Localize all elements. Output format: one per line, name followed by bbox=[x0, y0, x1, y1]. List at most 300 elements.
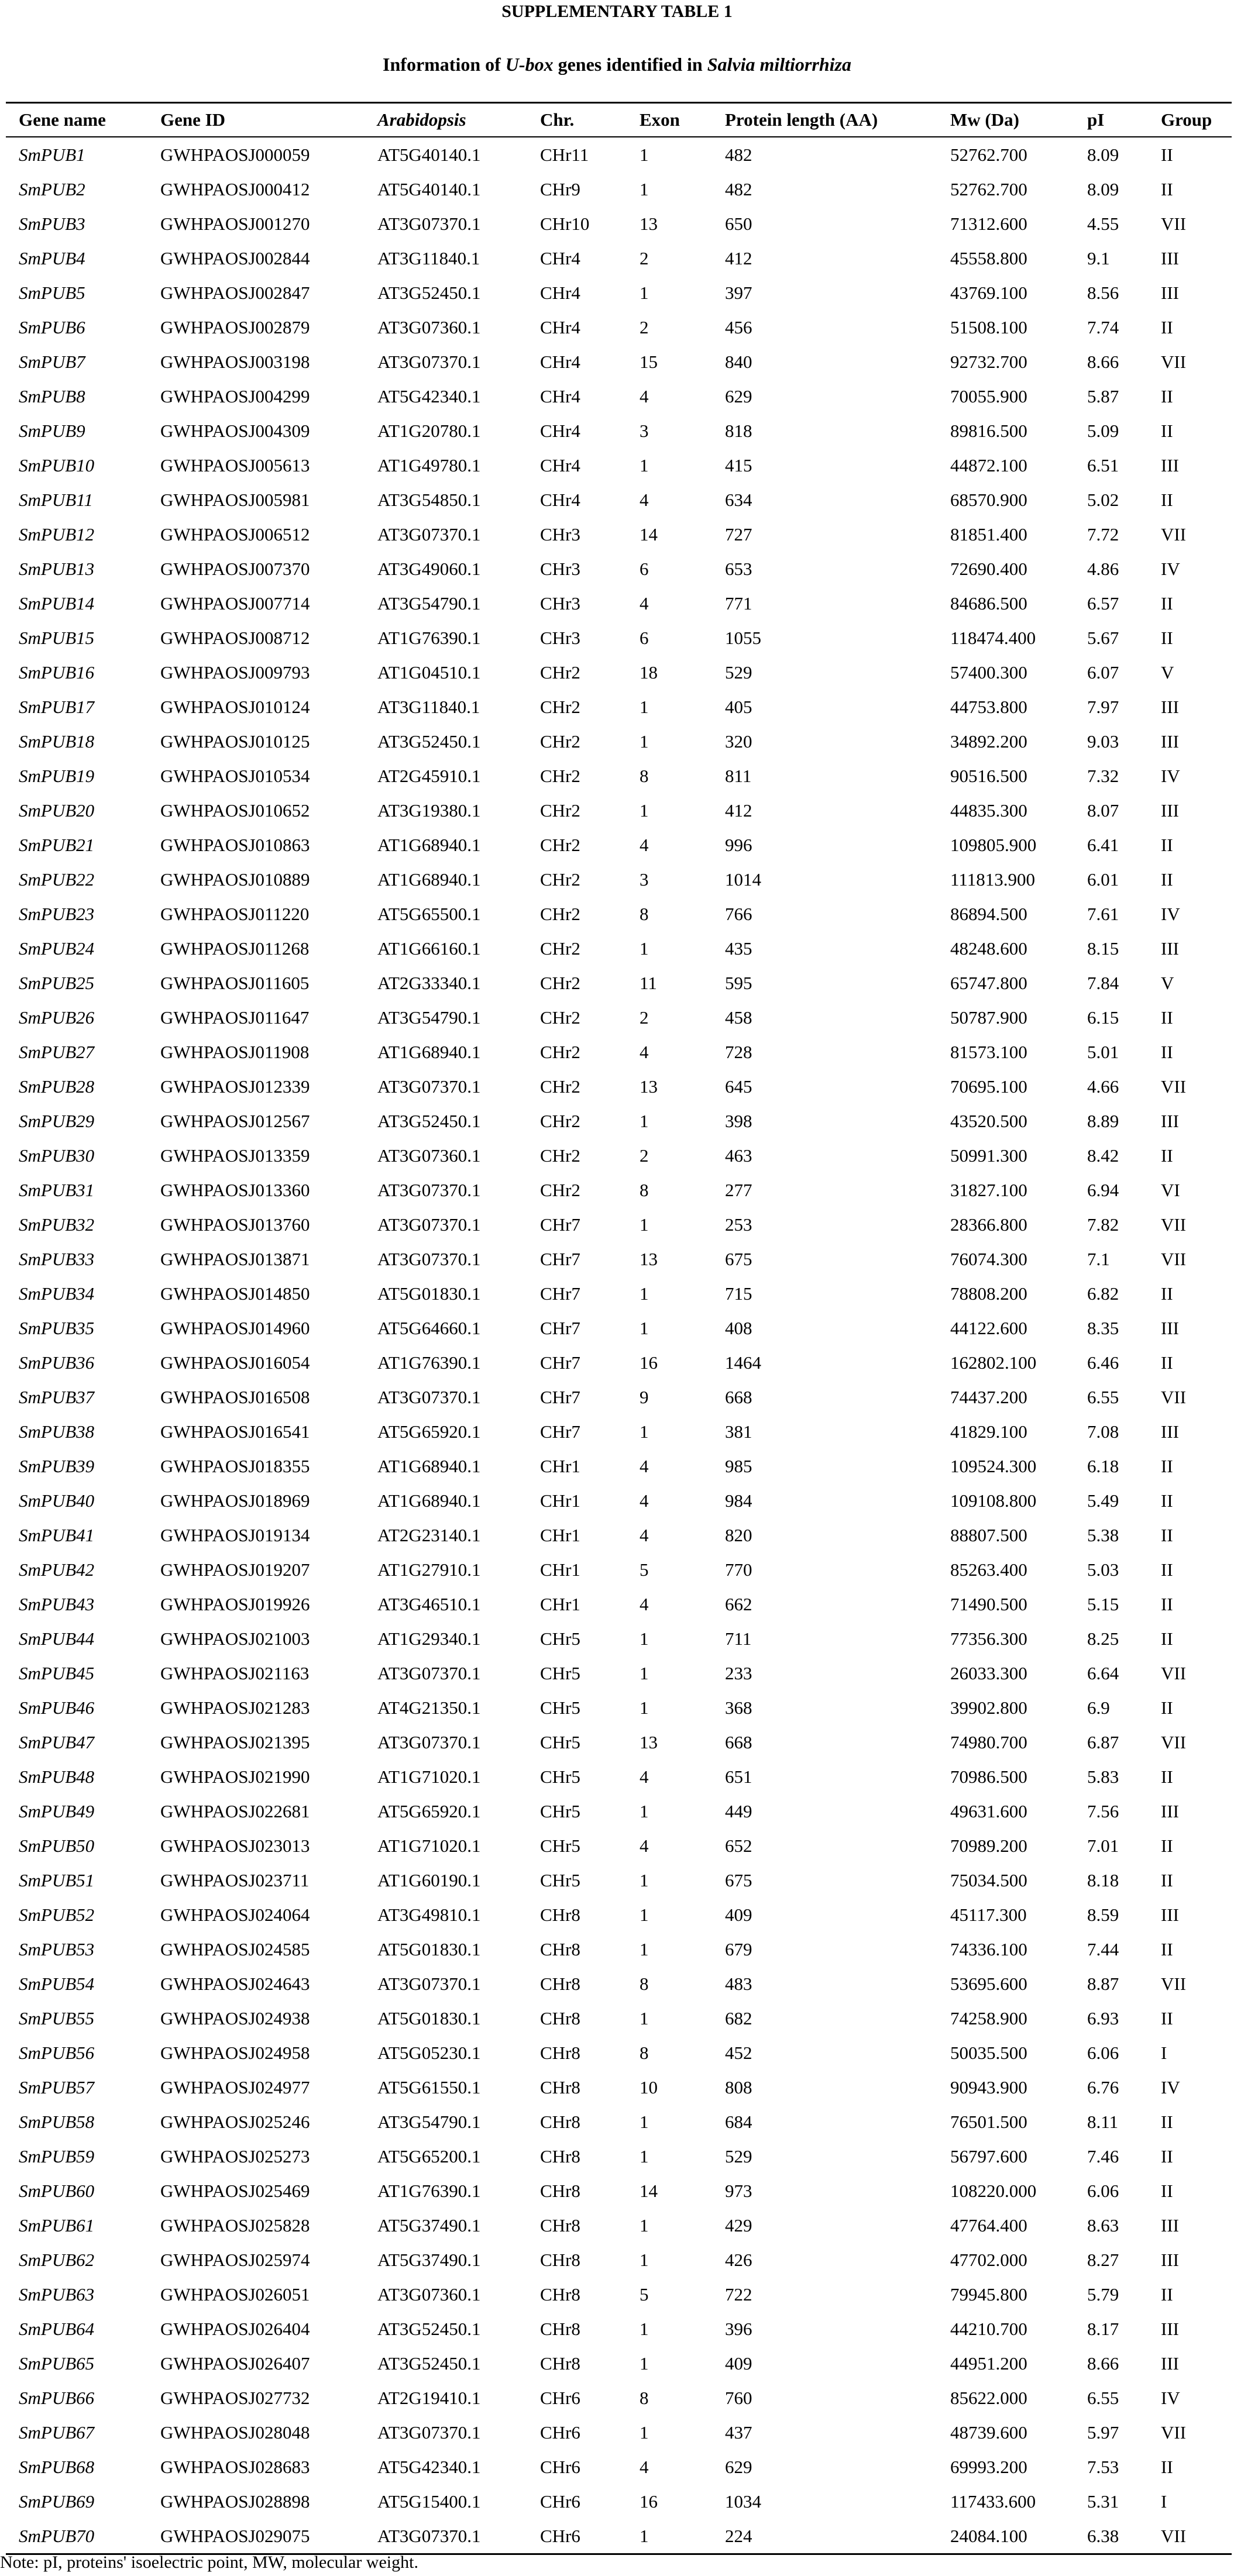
table-cell: CHr8 bbox=[540, 1973, 580, 1994]
table-cell: 1 bbox=[640, 2111, 649, 2132]
table-cell: 2 bbox=[640, 247, 649, 268]
table-cell: VII bbox=[1161, 1248, 1187, 1269]
table-cell: GWHPAOSJ026051 bbox=[160, 2284, 310, 2305]
table-cell: 109524.300 bbox=[950, 1455, 1037, 1476]
table-cell: 840 bbox=[725, 351, 752, 372]
table-cell: 8.63 bbox=[1087, 2215, 1119, 2236]
table-cell: SmPUB65 bbox=[19, 2353, 95, 2374]
table-cell: 7.82 bbox=[1087, 1214, 1119, 1235]
table-cell: CHr4 bbox=[540, 489, 580, 510]
table-cell: II bbox=[1161, 1766, 1173, 1787]
table-cell: AT2G19410.1 bbox=[377, 2387, 481, 2408]
table-cell: AT2G33340.1 bbox=[377, 972, 481, 993]
table-cell: 8.11 bbox=[1087, 2111, 1119, 2132]
table-cell: AT5G01830.1 bbox=[377, 2007, 481, 2029]
table-cell: 8 bbox=[640, 1179, 649, 1200]
table-cell: AT1G71020.1 bbox=[377, 1766, 481, 1787]
table-cell: 3 bbox=[640, 420, 649, 441]
table-cell: II bbox=[1161, 1869, 1173, 1890]
table-cell: GWHPAOSJ001270 bbox=[160, 213, 310, 234]
table-cell: IV bbox=[1161, 558, 1180, 579]
table-cell: GWHPAOSJ026407 bbox=[160, 2353, 310, 2374]
table-row bbox=[6, 1000, 1232, 1035]
table-cell: 7.97 bbox=[1087, 696, 1119, 717]
table-cell: 4.55 bbox=[1087, 213, 1119, 234]
table-cell: 5.49 bbox=[1087, 1490, 1119, 1511]
table-cell: 81851.400 bbox=[950, 524, 1027, 545]
table-cell: 8.07 bbox=[1087, 800, 1119, 821]
table-cell: 3 bbox=[640, 869, 649, 890]
table-cell: CHr8 bbox=[540, 1938, 580, 1959]
table-cell: 24084.100 bbox=[937, 2519, 1074, 2554]
table-cell: 13 bbox=[640, 1248, 658, 1269]
table-cell: 456 bbox=[725, 316, 752, 338]
table-cell: 4 bbox=[640, 834, 649, 855]
table-cell: 8.25 bbox=[1087, 1628, 1119, 1649]
table-cell: GWHPAOSJ013360 bbox=[160, 1179, 310, 1200]
table-cell: VII bbox=[1161, 1662, 1187, 1683]
table-cell: SmPUB58 bbox=[19, 2111, 95, 2132]
table-cell: GWHPAOSJ004299 bbox=[160, 385, 310, 407]
table-cell: II bbox=[1161, 1628, 1173, 1649]
table-cell: 57400.300 bbox=[950, 662, 1027, 683]
table-row bbox=[6, 1311, 1232, 1345]
table-cell: 5.87 bbox=[1087, 385, 1119, 407]
table-row bbox=[6, 1656, 1232, 1690]
table-cell: 224 bbox=[712, 2519, 937, 2554]
table-cell: 529 bbox=[725, 662, 752, 683]
table-cell: 47764.400 bbox=[950, 2215, 1027, 2236]
table-cell: 629 bbox=[725, 2456, 752, 2477]
table-cell: 7.1 bbox=[1087, 1248, 1110, 1269]
table-cell: 1 bbox=[640, 1904, 649, 1925]
table-cell: SmPUB57 bbox=[19, 2076, 95, 2098]
table-row bbox=[6, 414, 1232, 448]
table-cell: SmPUB11 bbox=[19, 489, 93, 510]
table-cell: 6.41 bbox=[1087, 834, 1119, 855]
table-cell: 28366.800 bbox=[950, 1214, 1027, 1235]
table-cell: AT1G76390.1 bbox=[377, 1352, 481, 1373]
table-cell: VII bbox=[1161, 1731, 1187, 1752]
table-cell: SmPUB54 bbox=[19, 1973, 95, 1994]
table-row bbox=[6, 586, 1232, 621]
table-row bbox=[6, 448, 1232, 483]
table-cell: III bbox=[1161, 2353, 1179, 2374]
table-cell: 4 bbox=[640, 1455, 649, 1476]
table-title: SUPPLEMENTARY TABLE 1 bbox=[501, 2, 733, 21]
table-cell: 6 bbox=[640, 627, 649, 648]
table-cell: 74336.100 bbox=[950, 1938, 1027, 1959]
table-cell: CHr5 bbox=[540, 1869, 580, 1890]
table-cell: GWHPAOSJ011647 bbox=[160, 1007, 310, 1028]
table-row bbox=[6, 2243, 1232, 2277]
table-row bbox=[6, 1794, 1232, 1828]
table-cell: 675 bbox=[725, 1869, 752, 1890]
table-cell: 8.42 bbox=[1087, 1145, 1119, 1166]
table-cell: GWHPAOSJ011220 bbox=[160, 903, 310, 924]
table-cell: GWHPAOSJ009793 bbox=[160, 662, 310, 683]
table-row bbox=[6, 828, 1232, 862]
table-cell: AT3G46510.1 bbox=[377, 1593, 481, 1614]
table-cell: CHr4 bbox=[540, 385, 580, 407]
table-cell: GWHPAOSJ016508 bbox=[160, 1386, 310, 1407]
table-cell: 984 bbox=[725, 1490, 752, 1511]
table-cell: 675 bbox=[725, 1248, 752, 1269]
table-cell: VII bbox=[1161, 1214, 1187, 1235]
table-cell: SmPUB34 bbox=[19, 1283, 95, 1304]
table-cell: 85263.400 bbox=[950, 1559, 1027, 1580]
table-cell: SmPUB1 bbox=[19, 144, 85, 165]
table-cell: III bbox=[1161, 800, 1179, 821]
table-cell: 650 bbox=[725, 213, 752, 234]
table-cell: 15 bbox=[640, 351, 658, 372]
table-cell: CHr4 bbox=[540, 282, 580, 303]
table-row bbox=[6, 1207, 1232, 1242]
table-cell: SmPUB67 bbox=[19, 2422, 95, 2443]
table-cell: 651 bbox=[725, 1766, 752, 1787]
table-cell: AT5G40140.1 bbox=[377, 144, 481, 165]
table-cell: II bbox=[1161, 1938, 1173, 1959]
table-row bbox=[6, 1518, 1232, 1552]
table-cell: 7.61 bbox=[1087, 903, 1119, 924]
table-cell: AT5G37490.1 bbox=[377, 2215, 481, 2236]
table-cell: SmPUB53 bbox=[19, 1938, 95, 1959]
table-cell: 89816.500 bbox=[950, 420, 1027, 441]
table-cell: 6.93 bbox=[1087, 2007, 1119, 2029]
table-cell: 5.02 bbox=[1087, 489, 1119, 510]
table-cell: 1 bbox=[640, 2353, 649, 2374]
table-cell: GWHPAOSJ007370 bbox=[160, 558, 310, 579]
table-row bbox=[6, 966, 1232, 1000]
table-cell: AT5G65920.1 bbox=[377, 1800, 481, 1821]
table-cell: 78808.200 bbox=[950, 1283, 1027, 1304]
table-cell: AT1G04510.1 bbox=[377, 662, 481, 683]
table-cell: GWHPAOSJ029075 bbox=[147, 2519, 365, 2554]
table-row bbox=[6, 724, 1232, 759]
table-cell: 4 bbox=[640, 1766, 649, 1787]
table-cell: CHr6 bbox=[540, 2491, 580, 2512]
table-cell: I bbox=[1161, 2042, 1167, 2063]
table-cell: SmPUB19 bbox=[19, 765, 95, 786]
table-cell: AT3G07370.1 bbox=[377, 213, 481, 234]
table-cell: AT1G68940.1 bbox=[377, 869, 481, 890]
table-cell: 5 bbox=[640, 1559, 649, 1580]
table-cell: II bbox=[1161, 2007, 1173, 2029]
table-cell: 652 bbox=[725, 1835, 752, 1856]
table-row bbox=[6, 1967, 1232, 2001]
table-row bbox=[6, 793, 1232, 828]
table-cell: 6.94 bbox=[1087, 1179, 1119, 1200]
table-cell: AT3G52450.1 bbox=[377, 2318, 481, 2339]
table-cell: 74980.700 bbox=[950, 1731, 1027, 1752]
table-cell: II bbox=[1161, 1455, 1173, 1476]
table-row bbox=[6, 2346, 1232, 2381]
table-cell: CHr8 bbox=[540, 2145, 580, 2167]
table-cell: VII bbox=[1161, 524, 1187, 545]
table-cell: CHr8 bbox=[540, 2215, 580, 2236]
table-cell: 770 bbox=[725, 1559, 752, 1580]
table-cell: 13 bbox=[640, 1731, 658, 1752]
table-cell: II bbox=[1161, 869, 1173, 890]
table-cell: 711 bbox=[725, 1628, 752, 1649]
table-cell: SmPUB16 bbox=[19, 662, 95, 683]
table-cell: 1 bbox=[640, 1662, 649, 1683]
table-cell: CHr2 bbox=[540, 834, 580, 855]
table-cell: CHr4 bbox=[540, 316, 580, 338]
table-cell: 595 bbox=[725, 972, 752, 993]
table-cell: 483 bbox=[725, 1973, 752, 1994]
table-row bbox=[6, 1276, 1232, 1311]
table-cell: SmPUB62 bbox=[19, 2249, 95, 2270]
table-cell: SmPUB4 bbox=[19, 247, 85, 268]
table-cell: SmPUB3 bbox=[19, 213, 85, 234]
table-cell: SmPUB6 bbox=[19, 316, 85, 338]
table-cell: 76501.500 bbox=[950, 2111, 1027, 2132]
caption-part: genes identified in bbox=[553, 54, 707, 75]
table-cell: 4 bbox=[640, 489, 649, 510]
table-cell: SmPUB5 bbox=[19, 282, 85, 303]
table-cell: AT3G07370.1 bbox=[377, 1076, 481, 1097]
table-cell: 1 bbox=[640, 454, 649, 476]
table-cell: 2 bbox=[640, 1145, 649, 1166]
table-cell: VII bbox=[1161, 2422, 1187, 2443]
col-header: Exon bbox=[627, 103, 712, 137]
table-cell: SmPUB48 bbox=[19, 1766, 95, 1787]
table-cell: II bbox=[1161, 1145, 1173, 1166]
table-cell: CHr1 bbox=[540, 1559, 580, 1580]
table-cell: SmPUB55 bbox=[19, 2007, 95, 2029]
table-cell: GWHPAOSJ024643 bbox=[160, 1973, 310, 1994]
table-cell: CHr3 bbox=[540, 627, 580, 648]
table-cell: 68570.900 bbox=[950, 489, 1027, 510]
table-cell: IV bbox=[1161, 2387, 1180, 2408]
table-cell: CHr7 bbox=[540, 1248, 580, 1269]
table-cell: II bbox=[1161, 1283, 1173, 1304]
table-row bbox=[6, 1552, 1232, 1587]
table-cell: 47702.000 bbox=[950, 2249, 1027, 2270]
table-cell: GWHPAOSJ023013 bbox=[160, 1835, 310, 1856]
table-cell: 5.38 bbox=[1087, 1524, 1119, 1545]
table-cell: GWHPAOSJ013871 bbox=[160, 1248, 310, 1269]
table-cell: SmPUB9 bbox=[19, 420, 85, 441]
table-cell: VI bbox=[1161, 1179, 1180, 1200]
table-cell: GWHPAOSJ013359 bbox=[160, 1145, 310, 1166]
table-cell: II bbox=[1161, 627, 1173, 648]
table-row bbox=[6, 2174, 1232, 2208]
table-cell: 1 bbox=[640, 144, 649, 165]
table-cell: CHr7 bbox=[540, 1283, 580, 1304]
table-cell: GWHPAOSJ014850 bbox=[160, 1283, 310, 1304]
table-cell: III bbox=[1161, 731, 1179, 752]
table-row bbox=[6, 2415, 1232, 2450]
table-cell: 320 bbox=[725, 731, 752, 752]
table-row bbox=[6, 1621, 1232, 1656]
table-cell: AT2G23140.1 bbox=[377, 1524, 481, 1545]
table-cell: GWHPAOSJ000059 bbox=[160, 144, 310, 165]
table-cell: 4 bbox=[640, 2456, 649, 2477]
table-cell: 437 bbox=[725, 2422, 752, 2443]
table-cell: SmPUB39 bbox=[19, 1455, 95, 1476]
table-cell: 7.08 bbox=[1087, 1421, 1119, 1442]
table-cell: AT3G07370.1 bbox=[377, 1179, 481, 1200]
table-cell: SmPUB21 bbox=[19, 834, 95, 855]
table-cell: 65747.800 bbox=[950, 972, 1027, 993]
table-cell: IV bbox=[1161, 903, 1180, 924]
table-cell: 435 bbox=[725, 938, 752, 959]
table-cell: GWHPAOSJ004309 bbox=[160, 420, 310, 441]
table-row bbox=[6, 1690, 1232, 1725]
table-cell: GWHPAOSJ010889 bbox=[160, 869, 310, 890]
col-header: pI bbox=[1074, 103, 1148, 137]
table-cell: 69993.200 bbox=[950, 2456, 1027, 2477]
caption-part: U-box bbox=[505, 54, 554, 75]
table-cell: SmPUB44 bbox=[19, 1628, 95, 1649]
table-row bbox=[6, 1932, 1232, 1967]
table-cell: 72690.400 bbox=[950, 558, 1027, 579]
table-cell: 71490.500 bbox=[950, 1593, 1027, 1614]
table-cell: 7.53 bbox=[1087, 2456, 1119, 2477]
table-cell: CHr8 bbox=[540, 2180, 580, 2201]
table-row bbox=[6, 310, 1232, 345]
table-cell: CHr1 bbox=[540, 1593, 580, 1614]
table-cell: 458 bbox=[725, 1007, 752, 1028]
table-cell: 31827.100 bbox=[950, 1179, 1027, 1200]
table-cell: 9 bbox=[640, 1386, 649, 1407]
table-cell: 8.35 bbox=[1087, 1317, 1119, 1338]
col-header: Chr. bbox=[527, 103, 627, 137]
table-cell: 14 bbox=[640, 524, 658, 545]
table-cell: 6.01 bbox=[1087, 869, 1119, 890]
table-cell: SmPUB50 bbox=[19, 1835, 95, 1856]
table-cell: 409 bbox=[725, 2353, 752, 2374]
table-cell: AT3G07370.1 bbox=[377, 1662, 481, 1683]
table-cell: 1 bbox=[640, 1938, 649, 1959]
table-cell: CHr2 bbox=[540, 903, 580, 924]
table-cell: CHr5 bbox=[540, 1835, 580, 1856]
table-cell: 463 bbox=[725, 1145, 752, 1166]
table-cell: 8.66 bbox=[1087, 2353, 1119, 2374]
table-cell: 760 bbox=[725, 2387, 752, 2408]
table-cell: SmPUB13 bbox=[19, 558, 95, 579]
table-cell: SmPUB33 bbox=[19, 1248, 95, 1269]
table-cell: 45117.300 bbox=[950, 1904, 1027, 1925]
table-cell: 1 bbox=[640, 1283, 649, 1304]
table-cell: 1 bbox=[640, 938, 649, 959]
table-cell: 1 bbox=[640, 2318, 649, 2339]
table-cell: 8.87 bbox=[1087, 1973, 1119, 1994]
table-cell: CHr8 bbox=[540, 2111, 580, 2132]
table-cell: 1 bbox=[640, 1628, 649, 1649]
table-row bbox=[6, 2519, 1232, 2554]
table-cell: CHr2 bbox=[540, 731, 580, 752]
table-cell: 70989.200 bbox=[950, 1835, 1027, 1856]
table-cell: AT3G07360.1 bbox=[377, 316, 481, 338]
table-cell: CHr4 bbox=[540, 454, 580, 476]
table-cell: 26033.300 bbox=[950, 1662, 1027, 1683]
table-cell: 6.51 bbox=[1087, 454, 1119, 476]
table-cell: GWHPAOSJ002879 bbox=[160, 316, 310, 338]
table-cell: CHr2 bbox=[540, 696, 580, 717]
table-cell: 6.82 bbox=[1087, 1283, 1119, 1304]
table-cell: 771 bbox=[725, 593, 752, 614]
table-cell: 1 bbox=[627, 2519, 712, 2554]
table-row bbox=[6, 759, 1232, 793]
table-cell: 6.64 bbox=[1087, 1662, 1119, 1683]
caption-part: Salvia miltiorrhiza bbox=[707, 54, 851, 75]
table-cell: 6.76 bbox=[1087, 2076, 1119, 2098]
table-cell: 679 bbox=[725, 1938, 752, 1959]
table-cell: GWHPAOSJ002847 bbox=[160, 282, 310, 303]
table-cell: 973 bbox=[725, 2180, 752, 2201]
table-cell: AT3G54790.1 bbox=[377, 2111, 481, 2132]
table-cell: AT2G45910.1 bbox=[377, 765, 481, 786]
table-cell: 48248.600 bbox=[950, 938, 1027, 959]
table-cell: 44872.100 bbox=[950, 454, 1027, 476]
table-cell: 277 bbox=[725, 1179, 752, 1200]
table-cell: 6.55 bbox=[1087, 2387, 1119, 2408]
table-cell: 5 bbox=[640, 2284, 649, 2305]
table-cell: 7.01 bbox=[1087, 1835, 1119, 1856]
table-cell: CHr10 bbox=[540, 213, 590, 234]
table-cell: AT1G20780.1 bbox=[377, 420, 481, 441]
table-cell: III bbox=[1161, 696, 1179, 717]
table-cell: SmPUB12 bbox=[19, 524, 95, 545]
table-row bbox=[6, 1069, 1232, 1104]
table-row bbox=[6, 1759, 1232, 1794]
table-cell: SmPUB28 bbox=[19, 1076, 95, 1097]
table-cell: 118474.400 bbox=[950, 627, 1036, 648]
table-cell: AT3G07370.1 bbox=[377, 524, 481, 545]
table-cell: 8.56 bbox=[1087, 282, 1119, 303]
table-cell: 4 bbox=[640, 1524, 649, 1545]
table-row bbox=[6, 1380, 1232, 1414]
table-cell: CHr7 bbox=[540, 1317, 580, 1338]
table-cell: 8.66 bbox=[1087, 351, 1119, 372]
table-cell: 818 bbox=[725, 420, 752, 441]
table-cell: GWHPAOSJ007714 bbox=[160, 593, 310, 614]
table-cell: GWHPAOSJ028898 bbox=[160, 2491, 310, 2512]
table-cell: AT3G52450.1 bbox=[377, 1110, 481, 1131]
table-cell: AT3G07370.1 bbox=[377, 1731, 481, 1752]
table-cell: 4.86 bbox=[1087, 558, 1119, 579]
table-cell: GWHPAOSJ002844 bbox=[160, 247, 310, 268]
table-cell: 9.03 bbox=[1087, 731, 1119, 752]
table-cell: GWHPAOSJ010534 bbox=[160, 765, 310, 786]
table-cell: II bbox=[1161, 178, 1173, 199]
table-cell: GWHPAOSJ022681 bbox=[160, 1800, 310, 1821]
table-cell: III bbox=[1161, 2249, 1179, 2270]
table-cell: AT1G68940.1 bbox=[377, 1041, 481, 1062]
table-cell: GWHPAOSJ025273 bbox=[160, 2145, 310, 2167]
table-cell: AT1G68940.1 bbox=[377, 834, 481, 855]
table-cell: 1464 bbox=[725, 1352, 761, 1373]
table-row bbox=[6, 1897, 1232, 1932]
table-cell: 5.79 bbox=[1087, 2284, 1119, 2305]
table-row bbox=[6, 552, 1232, 586]
table-cell: SmPUB38 bbox=[19, 1421, 95, 1442]
table-cell: CHr7 bbox=[540, 1214, 580, 1235]
table-cell: 429 bbox=[725, 2215, 752, 2236]
table-cell: I bbox=[1161, 2491, 1167, 2512]
table-cell: CHr8 bbox=[540, 2318, 580, 2339]
table-cell: 722 bbox=[725, 2284, 752, 2305]
col-header: Mw (Da) bbox=[937, 103, 1074, 137]
table-cell: GWHPAOSJ025246 bbox=[160, 2111, 310, 2132]
table-cell: 1034 bbox=[725, 2491, 761, 2512]
table-cell: 109108.800 bbox=[950, 1490, 1037, 1511]
table-cell: GWHPAOSJ024064 bbox=[160, 1904, 310, 1925]
table-row bbox=[6, 2001, 1232, 2036]
